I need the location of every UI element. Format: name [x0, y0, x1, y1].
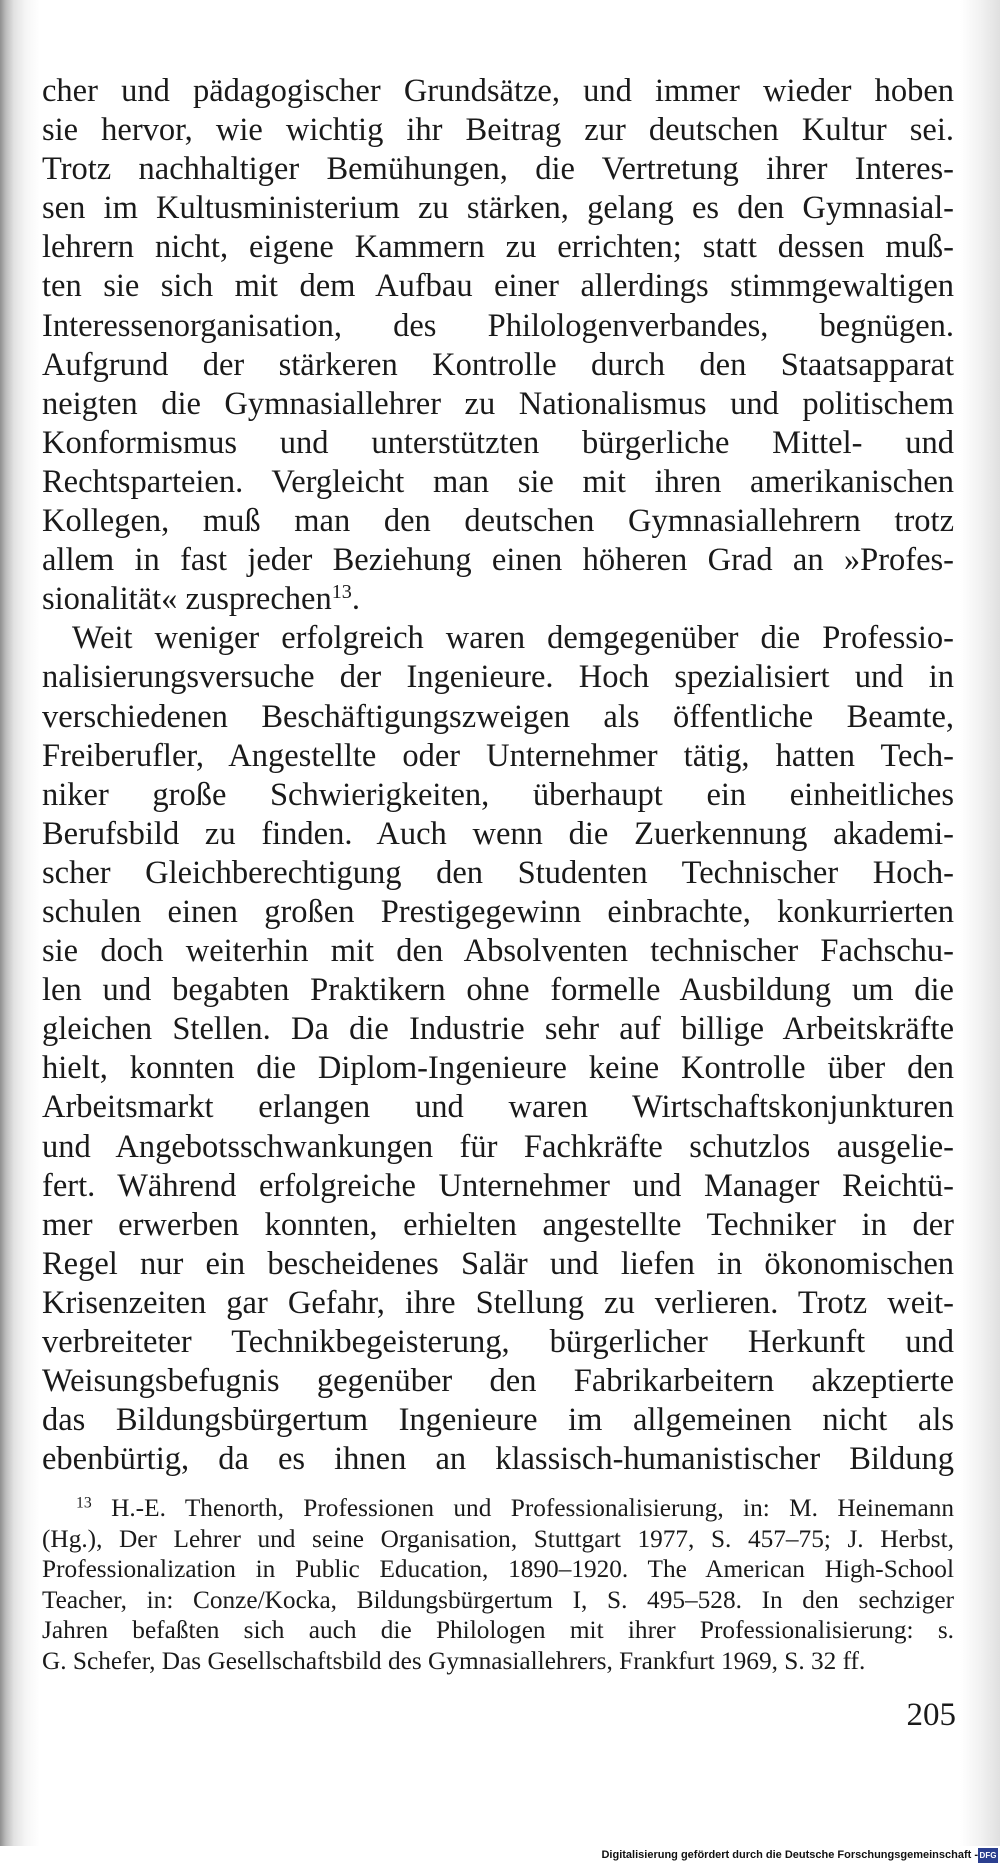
footnote-line: Professionalization in Public Education, 1890–1920. The American High-School: [42, 1555, 954, 1584]
body-line: mer erwerben konnten, erhielten angestellte Techniker in der: [42, 1206, 954, 1243]
body-line: fert. Während erfolgreiche Unternehmer und Manager Reichtü-: [42, 1167, 954, 1204]
body-line: und Angebotsschwankungen für Fachkräfte schutzlos ausgelie-: [42, 1128, 954, 1165]
body-line: Freiberufler, Angestellte oder Unternehmer tätig, hatten Tech-: [42, 737, 954, 774]
body-line-with-footnote-ref: [42, 580, 954, 619]
body-line: sie doch weiterhin mit den Absolventen technischer Fachschu-: [42, 933, 954, 970]
body-line: Interessenorganisation, des Philologenverbandes, begnügen.: [42, 307, 954, 344]
body-line: schulen einen großen Prestigegewinn einbrachte, konkurrierten: [42, 893, 954, 930]
body-line-tail: .: [351, 581, 360, 618]
dfg-logo-icon: DFG: [978, 1848, 998, 1863]
footnote-marker: 13: [76, 1494, 92, 1512]
body-line: allem in fast jeder Beziehung einen höheren Grad an »Profes-: [42, 542, 954, 579]
body-line: Aufgrund der stärkeren Kontrolle durch den Staatsapparat: [42, 346, 954, 383]
paragraph-first-line: Weit weniger erfolgreich waren demgegenüber die Professio-: [72, 620, 954, 657]
footnote-line: Teacher, in: Conze/Kocka, Bildungsbürgertum I, S. 495–528. In den sechziger: [42, 1585, 954, 1614]
body-line: Weisungsbefugnis gegenüber den Fabrikarbeitern akzeptierte: [42, 1363, 954, 1400]
body-line: gleichen Stellen. Da die Industrie sehr auf billige Arbeitskräfte: [42, 1011, 954, 1048]
body-line: niker große Schwierigkeiten, überhaupt ein einheitliches: [42, 776, 954, 813]
body-line: Regel nur ein bescheidenes Salär und liefen in ökonomischen: [42, 1245, 954, 1282]
body-line: Rechtsparteien. Vergleicht man sie mit ihren amerikanischen: [42, 463, 954, 500]
body-line: Berufsbild zu finden. Auch wenn die Zuerkennung akademi-: [42, 815, 954, 852]
footnote-line: Jahren befaßten sich auch die Philologen mit ihrer Professionalisierung: s.: [42, 1616, 954, 1645]
digitization-credit: Digitalisierung gefördert durch die Deutsche Forschungsgemeinschaft -: [601, 1849, 978, 1861]
body-line: ten sie sich mit dem Aufbau einer allerdings stimmgewaltigen: [42, 268, 954, 305]
body-line: Kollegen, muß man den deutschen Gymnasiallehrern trotz: [42, 503, 954, 540]
body-line: Konformismus und unterstützten bürgerliche Mittel- und: [42, 424, 954, 461]
body-line: Trotz nachhaltiger Bemühungen, die Vertretung ihrer Interes-: [42, 151, 954, 188]
body-line: len und begabten Praktikern ohne formelle Ausbildung um die: [42, 972, 954, 1009]
body-line: ebenbürtig, da es ihnen an klassisch-humanistischer Bildung: [42, 1441, 954, 1478]
footnote-line: G. Schefer, Das Gesellschaftsbild des Gymnasiallehrers, Frankfurt 1969, S. 32 ff.: [42, 1646, 866, 1675]
body-text: [42, 72, 954, 1479]
body-line: lehrern nicht, eigene Kammern zu errichten; statt dessen muß-: [42, 229, 954, 266]
body-line: neigten die Gymnasiallehrer zu Nationalismus und politischem: [42, 385, 954, 422]
body-line: verschiedenen Beschäftigungszweigen als öffentliche Beamte,: [42, 698, 954, 735]
footnote-reference: 13: [331, 581, 352, 604]
body-line: nalisierungsversuche der Ingenieure. Hoch spezialisiert und in: [42, 659, 954, 696]
footnote-first-line: [42, 1493, 954, 1524]
body-line: hielt, konnten die Diplom-Ingenieure keine Kontrolle über den: [42, 1050, 954, 1087]
body-line: cher und pädagogischer Grundsätze, und immer wieder hoben: [42, 73, 954, 109]
footnote-block: [42, 1493, 954, 1677]
body-line-text: sionalität« zusprechen: [42, 581, 332, 618]
footnote-line: (Hg.), Der Lehrer und seine Organisation, Stuttgart 1977, S. 457–75; J. Herbst,: [42, 1524, 954, 1553]
body-line: Arbeitsmarkt erlangen und waren Wirtschaftskonjunkturen: [42, 1089, 954, 1126]
footnote-text: H.-E. Thenorth, Professionen und Professionalisierung, in: M. Heinemann: [111, 1494, 954, 1522]
body-line: das Bildungsbürgertum Ingenieure im allgemeinen nicht als: [42, 1402, 954, 1439]
body-line: verbreiteter Technikbegeisterung, bürgerlicher Herkunft und: [42, 1324, 954, 1360]
body-line: scher Gleichberechtigung den Studenten Technischer Hoch-: [42, 854, 954, 891]
body-line: Krisenzeiten gar Gefahr, ihre Stellung zu verlieren. Trotz weit-: [42, 1284, 954, 1321]
body-line: sie hervor, wie wichtig ihr Beitrag zur deutschen Kultur sei.: [42, 112, 954, 149]
page-number: 205: [906, 1697, 956, 1733]
body-line: sen im Kultusministerium zu stärken, gelang es den Gymnasial-: [42, 190, 954, 227]
